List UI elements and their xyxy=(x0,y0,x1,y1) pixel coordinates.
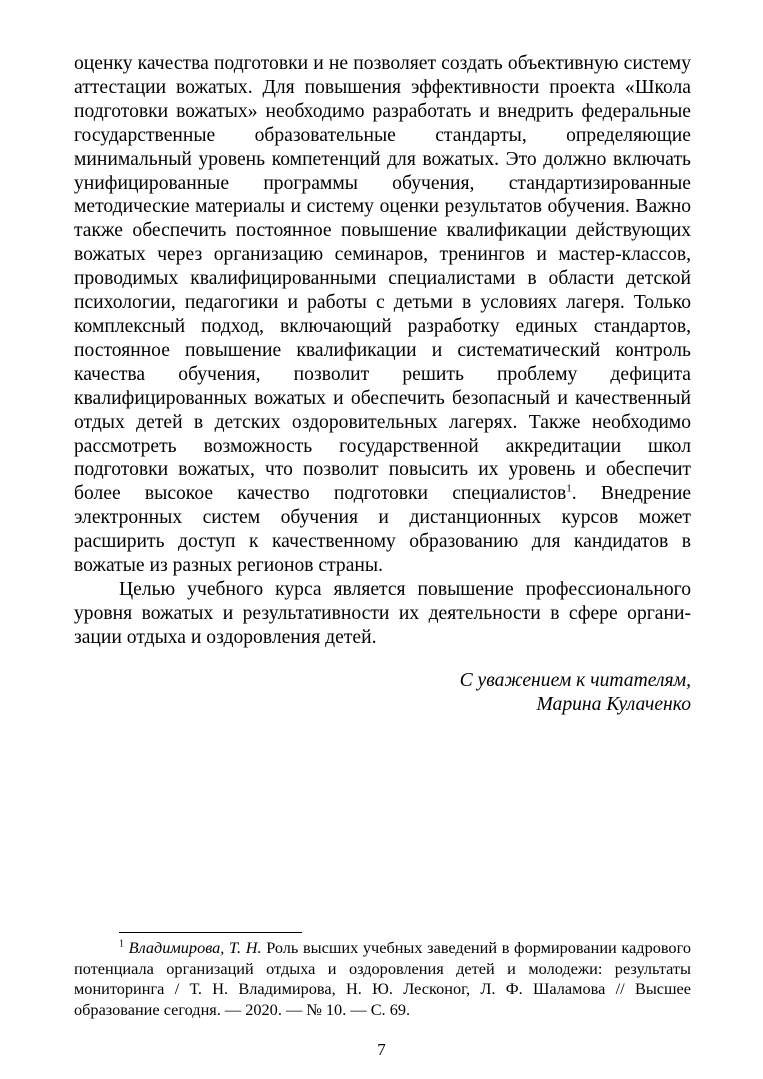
footnote-author: Владимирова, Т. Н. xyxy=(128,938,262,957)
footnote-reference: 1 xyxy=(566,482,572,495)
body-paragraph-2: Целью учебного курса является повышение профессионального уровня вожатых и результативности их деятельности в сфере организации отдыха и оздоровления детей. xyxy=(74,578,691,648)
signature xyxy=(74,669,691,717)
page-body xyxy=(74,52,691,717)
page-number: 7 xyxy=(377,1040,386,1059)
footnote-divider xyxy=(119,932,302,933)
signature-greeting: С уважением к читателям, xyxy=(459,669,691,691)
paragraph-1-text: оценку качества подготовки и не позволяет создать объективную систему аттестации вожатых. Для повышения эффективности проекта «Школа подготовки вожатых» необходимо разработать и внедрить федеральные государственные образовательные стандарты, определяющие минимальный уровень компетенций для вожатых. Это должно включать унифицированные программы обучения, стандартизированные методические материалы и систему оценки результатов обучения. Важно также обеспечить постоянное повышение квалификации действующих вожатых через организацию семинаров, тренингов и мастер-классов, проводимых квалифицированными специалистами в области детской психологии, педагогики и работы с детьми в условиях лагеря. Только комплексный подход, включающий разработку единых стандартов, постоянное повышение квалификации и систематический контроль качества обучения, позволит решить проблему дефицита квалифицированных вожатых и обеспечить безопасный и качественный отдых детей в детских оздоровительных лагерях. Также необходимо рассмотреть возможность государственной аккредитации школ подготовки вожатых, что позволит повысить их уровень и обеспечит более высокое качество подготовки специалистов xyxy=(74,53,691,505)
footnote-number: 1 xyxy=(119,938,124,950)
signature-author: Марина Кулаченко xyxy=(536,693,691,715)
footnote-text: Роль высших учебных заведений в формировании кадрового потенциала организаций отдыха и оздоровления детей и молодежи: результаты мониторинга / Т. Н. Владимирова, Н. Ю. Лесконог, Л. Ф. Шаламова // Высшее образование сегодня. — 2020. — № 10. — С. 69. xyxy=(74,938,691,1019)
paragraph-1-continued-text: . Внедрение электронных систем обучения и дистанционных курсов может расширить доступ к качественному образованию для кандидатов в вожатые из разных регионов страны. xyxy=(74,483,692,577)
footnote xyxy=(74,938,691,1020)
body-paragraph-1 xyxy=(74,52,691,578)
